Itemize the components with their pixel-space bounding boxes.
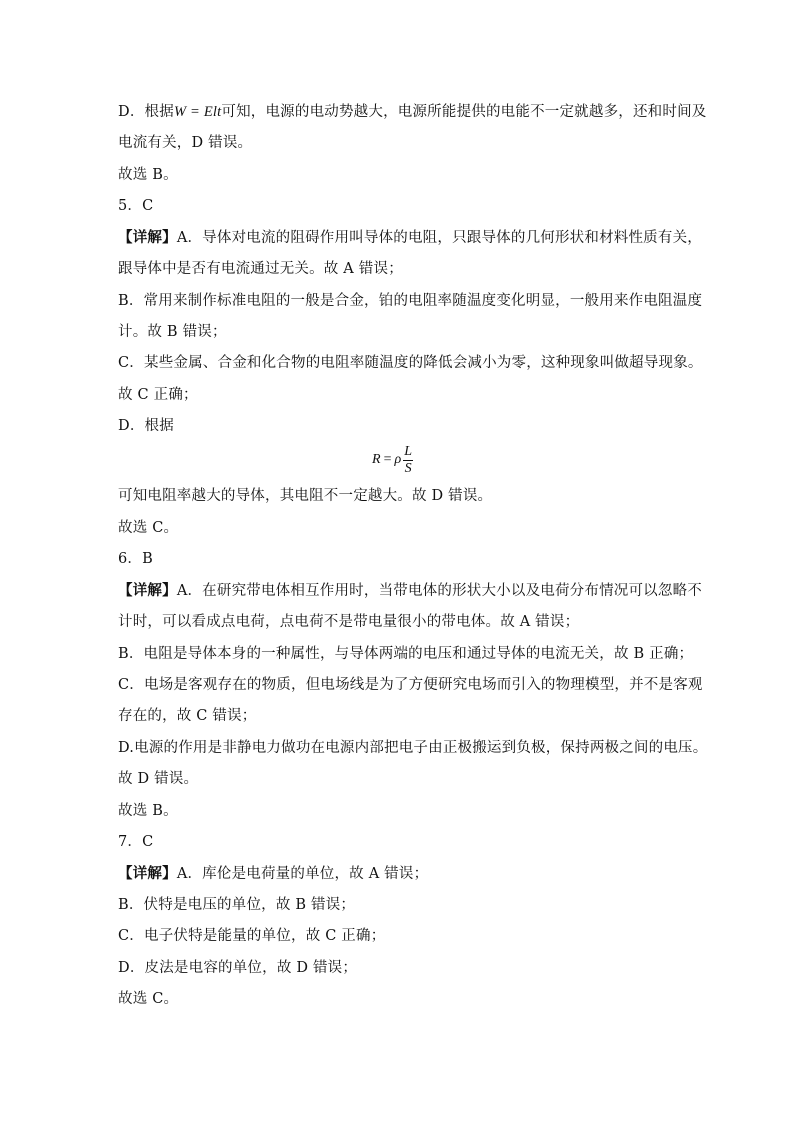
text-line xyxy=(118,228,702,248)
detail-tag: 【详解】 xyxy=(118,582,177,599)
text-line: D.电源的作用是非静电力做功在电源内部把电子由正极搬运到负极，保持两极之间的电压。 xyxy=(118,740,708,756)
text-segment: A．库伦是电荷量的单位，故 A 错误； xyxy=(176,866,429,882)
text-line: C．某些金属、合金和化合物的电阻率随温度的降低会减小为零，这种现象叫做超导现象。 xyxy=(118,355,703,371)
text-line: 故 C 正确； xyxy=(118,387,198,403)
text-line: 电流有关，D 错误。 xyxy=(118,135,253,151)
text-line: 故选 C。 xyxy=(118,520,179,536)
detail-tag: 【详解】 xyxy=(118,229,177,246)
text-segment: A．在研究带电体相互作用时，当带电体的形状大小以及电荷分布情况可以忽略不 xyxy=(176,583,702,599)
text-line: C．电场是客观存在的物质，但电场线是为了方便研究电场而引入的物理模型，并不是客观 xyxy=(118,677,703,693)
text-line: B．常用来制作标准电阻的一般是合金，铂的电阻率随温度变化明显，一般用来作电阻温度 xyxy=(118,293,703,309)
text-line xyxy=(118,581,702,601)
formula-lhs: R xyxy=(372,452,381,467)
text-line: 故选 C。 xyxy=(118,991,179,1007)
text-segment: 可知，电源的电动势越大，电源所能提供的电能不一定就越多，还和时间及 xyxy=(221,104,707,120)
text-line: 故选 B。 xyxy=(118,167,178,183)
formula-fraction xyxy=(403,444,413,477)
text-line: 可知电阻率越大的导体，其电阻不一定越大。故 D 错误。 xyxy=(118,488,493,504)
text-line: 跟导体中是否有电流通过无关。故 A 错误； xyxy=(118,261,403,277)
text-line: C．电子伏特是能量的单位，故 C 正确； xyxy=(118,928,386,944)
question-number: 7．C xyxy=(118,834,154,850)
resistance-formula xyxy=(372,438,413,482)
formula-numerator: L xyxy=(404,443,412,459)
text-segment: D．根据 xyxy=(118,104,174,120)
formula-rho: ρ xyxy=(394,452,402,467)
text-line: B．伏特是电压的单位，故 B 错误； xyxy=(118,897,356,913)
text-line: D．皮法是电容的单位，故 D 错误； xyxy=(118,960,358,976)
text-line: 故选 B。 xyxy=(118,803,178,819)
text-line xyxy=(118,864,698,884)
text-line: 故 D 错误。 xyxy=(118,771,199,787)
text-segment: A．导体对电流的阻碍作用叫导体的电阻，只跟导体的几何形状和材料性质有关， xyxy=(176,230,702,246)
text-line: 计。故 B 错误； xyxy=(118,324,227,340)
text-line: B．电阻是导体本身的一种属性，与导体两端的电压和通过导体的电流无关，故 B 正确； xyxy=(118,646,694,662)
formula-equals: = xyxy=(383,452,392,467)
text-line: D．根据 xyxy=(118,418,174,434)
text-line: 计时，可以看成点电荷，点电荷不是带电量很小的带电体。故 A 错误； xyxy=(118,614,580,630)
inline-formula: W = Elt xyxy=(173,104,222,120)
question-number: 5．C xyxy=(118,198,154,214)
text-line: 存在的，故 C 错误； xyxy=(118,708,257,724)
detail-tag: 【详解】 xyxy=(118,865,177,882)
formula-denominator: S xyxy=(404,460,412,476)
text-line xyxy=(118,102,707,122)
question-number: 6．B xyxy=(118,551,153,567)
